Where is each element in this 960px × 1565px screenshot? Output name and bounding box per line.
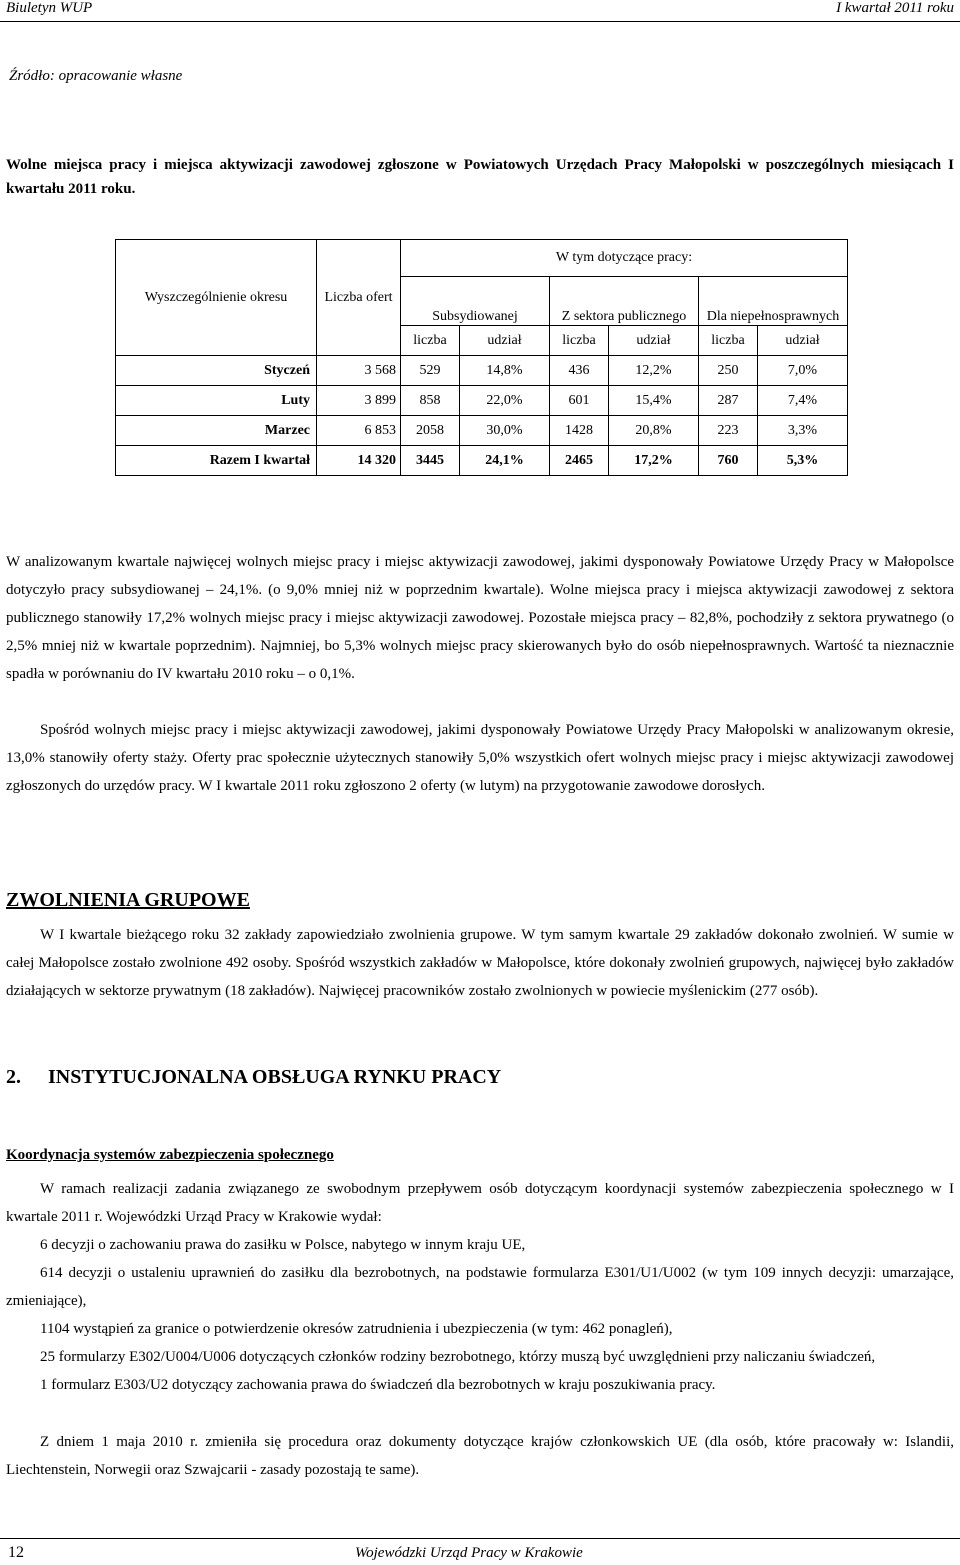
row-label: Styczeń [116, 356, 317, 386]
paragraph-offers: Spośród wolnych miejsc pracy i miejsc aktywizacji zawodowej, jakimi dysponowały Powiatowe Urzędy Pracy Małopolski w analizowanym okresie, 13,0% stanowiły oferty staży. Oferty prac społecznie użytecznych stanowiły 5,0% wszystkich ofert wolnych miejsc pracy i miejsc aktywizacji zawodowej zgłoszonych do urzędów pracy. W I kwartale 2011 roku zgłoszono 2 oferty (w lutym) na przygotowanie zawodowe dorosłych. [6, 722, 954, 794]
group-public: Z sektora publicznego [550, 277, 699, 326]
table-cell: 2465 [550, 446, 609, 476]
table-cell: 601 [550, 386, 609, 416]
list-item: 6 decyzji o zachowaniu prawa do zasiłku w Polsce, nabytego w innym kraju UE, [40, 1237, 526, 1253]
page-header [0, 0, 960, 22]
subsection-heading: Koordynacja systemów zabezpieczenia społecznego [6, 1147, 334, 1163]
header-rule [0, 21, 960, 22]
sub-header: liczba [699, 326, 758, 356]
list-item: 25 formularzy E302/U004/U006 dotyczących członków rodziny bezrobotnego, którzy muszą być uwzględnieni przy naliczaniu świadczeń, [40, 1349, 876, 1365]
table-cell: 529 [401, 356, 460, 386]
paragraph-analysis: W analizowanym kwartale najwięcej wolnych miejsc pracy i miejsc aktywizacji zawodowej, jakimi dysponowały Powiatowe Urzędy Pracy w Małopolsce dotyczyło pracy subsydiowanej – 24,1%. (o 9,0% mniej niż w poprzednim kwartale). Wolne miejsca pracy i miejsca aktywizacji zawodowej z sektora publicznego stanowiły 17,2% wolnych miejsc pracy i miejsc aktywizacji zawodowej. Pozostałe miejsca pracy – 82,8%, pochodziły z sektora prywatnego (o 2,5% mniej niż w kwartale poprzednim). Najmniej, bo 5,3% wolnych miejsc pracy skierowanych było do osób niepełnosprawnych. Wartość ta nieznacznie spadła w porównaniu do IV kwartału 2010 roku – o 0,1%. [6, 554, 954, 682]
section-number: 2. [6, 1066, 21, 1088]
header-left: Biuletyn WUP [6, 0, 93, 16]
table-cell: 1428 [550, 416, 609, 446]
row-label: Luty [116, 386, 317, 416]
table-cell: 223 [699, 416, 758, 446]
paragraph-procedure: Z dniem 1 maja 2010 r. zmieniła się procedura oraz dokumenty dotyczące krajów członkowskich UE (dla osób, które pracowały w: Islandii, Liechtenstein, Norwegii oraz Szwajcarii - zasady pozostają te same). [6, 1434, 954, 1478]
source-note: Źródło: opracowanie własne [9, 68, 183, 84]
table-cell: 14 320 [317, 446, 401, 476]
table-cell: 3445 [401, 446, 460, 476]
table-cell: 14,8% [460, 356, 550, 386]
list-item: 614 decyzji o ustaleniu uprawnień do zasiłku dla bezrobotnych, na podstawie formularza E301/U1/U002 (w tym 109 innych decyzji: umarzające, zmieniające), [6, 1265, 954, 1309]
table-cell: 7,0% [758, 356, 848, 386]
row-label: Marzec [116, 416, 317, 446]
table-caption: Wolne miejsca pracy i miejsca aktywizacji zawodowej zgłoszone w Powiatowych Urzędach Pracy Małopolski w poszczególnych miesiącach I kwartału 2011 roku. [6, 157, 954, 197]
table-cell: 6 853 [317, 416, 401, 446]
sub-header: udział [609, 326, 699, 356]
table-row-total [116, 446, 848, 476]
table-cell: 22,0% [460, 386, 550, 416]
table-cell: 2058 [401, 416, 460, 446]
table-cell: 3 568 [317, 356, 401, 386]
paragraph-coordination: W ramach realizacji zadania związanego ze swobodnym przepływem osób dotyczącym koordynacji systemów zabezpieczenia społecznego w I kwartale 2011 r. Wojewódzki Urząd Pracy w Krakowie wydał: [6, 1181, 954, 1225]
section-heading-2 [6, 1066, 501, 1089]
group-subsidized: Subsydiowanej [401, 277, 550, 326]
list-item: 1 formularz E303/U2 dotyczący zachowania prawa do świadczeń dla bezrobotnych w kraju poszukiwania pracy. [40, 1377, 716, 1393]
table-cell: 858 [401, 386, 460, 416]
header-right: I kwartał 2011 roku [836, 0, 954, 16]
table-cell: 5,3% [758, 446, 848, 476]
table-cell: 3 899 [317, 386, 401, 416]
table-cell: 24,1% [460, 446, 550, 476]
sub-header: udział [758, 326, 848, 356]
row-label: Razem I kwartał [116, 446, 317, 476]
list-item: 1104 wystąpień za granice o potwierdzenie okresów zatrudnienia i ubezpieczenia (w tym: 462 ponagleń), [40, 1321, 673, 1337]
section-title: INSTYTUCJONALNA OBSŁUGA RYNKU PRACY [48, 1066, 502, 1088]
sub-header: liczba [401, 326, 460, 356]
sub-header: udział [460, 326, 550, 356]
table-cell: 7,4% [758, 386, 848, 416]
table-cell: 17,2% [609, 446, 699, 476]
table-cell: 3,3% [758, 416, 848, 446]
table-cell: 760 [699, 446, 758, 476]
offers-table [115, 239, 848, 476]
col-period-header: Wyszczególnienie okresu [116, 240, 317, 356]
table-cell: 12,2% [609, 356, 699, 386]
table-cell: 250 [699, 356, 758, 386]
col-group-header: W tym dotyczące pracy: [401, 240, 848, 277]
table-row [116, 356, 848, 386]
table-cell: 15,4% [609, 386, 699, 416]
paragraph-layoffs: W I kwartale bieżącego roku 32 zakłady zapowiedziało zwolnienia grupowe. W tym samym kwartale 29 zakładów dokonało zwolnień. W sumie w całej Małopolsce zostało zwolnione 492 osoby. Spośród wszystkich zakładów w Małopolsce, które dokonały zwolnień grupowych, najwięcej było zakładów działających w sektorze prywatnym (18 zakładów). Najwięcej pracowników zostało zwolnionych w powiecie myślenickim (277 osób). [6, 927, 954, 999]
table-row [116, 416, 848, 446]
footer-rule [0, 1538, 960, 1539]
footer-text: Wojewódzki Urząd Pracy w Krakowie [355, 1545, 583, 1561]
sub-header: liczba [550, 326, 609, 356]
table-cell: 30,0% [460, 416, 550, 446]
table-row [116, 386, 848, 416]
col-count-header: Liczba ofert [317, 240, 401, 356]
table-cell: 436 [550, 356, 609, 386]
page-number: 12 [8, 1544, 24, 1561]
group-disabled: Dla niepełnosprawnych [699, 277, 848, 326]
table-cell: 20,8% [609, 416, 699, 446]
table-cell: 287 [699, 386, 758, 416]
section-heading-layoffs: ZWOLNIENIA GRUPOWE [6, 889, 250, 911]
